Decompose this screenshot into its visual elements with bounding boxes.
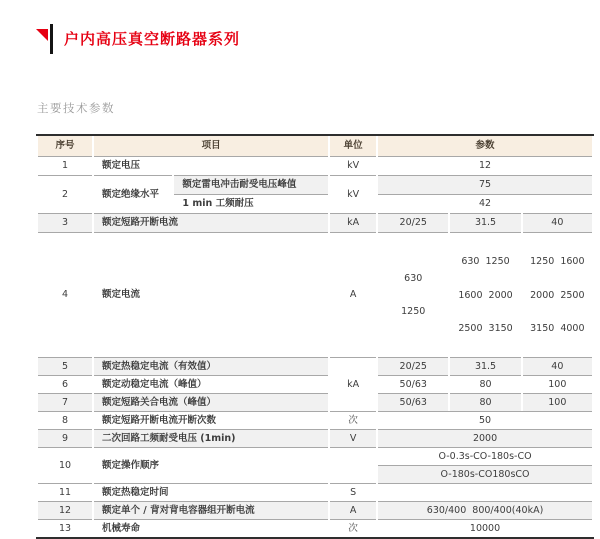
r2-item: 额定绝缘水平 (94, 175, 172, 213)
table-row (38, 519, 592, 537)
r12-no: 12 (38, 501, 92, 519)
r13-param: 10000 (378, 519, 592, 537)
table-row (38, 156, 592, 175)
table-header-row (38, 136, 592, 156)
r3-no: 3 (38, 213, 92, 232)
r9-no: 9 (38, 429, 92, 447)
r6-param-3: 100 (523, 375, 592, 393)
r2-subitem-2: 1 min 工频耐压 (174, 194, 328, 213)
col-header-unit: 单位 (330, 136, 376, 156)
r13-unit: 次 (330, 519, 376, 537)
col-header-item: 项目 (94, 136, 328, 156)
table-row (38, 429, 592, 447)
r10-unit (330, 447, 376, 483)
r4-param-3: 1250 1600 2000 2500 3150 4000 (523, 232, 592, 357)
r11-no: 11 (38, 483, 92, 501)
r6-param-1: 50/63 (378, 375, 448, 393)
r4-unit: A (330, 232, 376, 357)
table-row (38, 501, 592, 519)
r8-item: 额定短路开断电流开断次数 (94, 411, 328, 429)
table-row (38, 447, 592, 465)
r5-param-2: 31.5 (450, 357, 520, 375)
r2-param-1: 75 (378, 175, 592, 194)
black-bar-icon (50, 24, 53, 54)
section-title: 主要技术参数 (37, 101, 115, 115)
red-triangle-icon (36, 29, 48, 41)
r10-no: 10 (38, 447, 92, 483)
r1-param: 12 (378, 156, 592, 175)
r12-unit: A (330, 501, 376, 519)
r12-item: 额定单个 / 背对背电容器组开断电流 (94, 501, 328, 519)
r9-item: 二次回路工频耐受电压 (1min) (94, 429, 328, 447)
r11-unit: S (330, 483, 376, 501)
table-row (38, 357, 592, 375)
r12-param: 630/400 800/400(40kA) (378, 501, 592, 519)
r4-param-2: 630 1250 1600 2000 2500 3150 (450, 232, 520, 357)
r7-item: 额定短路关合电流（峰值） (94, 393, 328, 411)
r9-param: 2000 (378, 429, 592, 447)
r3-unit: kA (330, 213, 376, 232)
page-header (36, 24, 240, 56)
r1-item: 额定电压 (94, 156, 328, 175)
r5-no: 5 (38, 357, 92, 375)
r8-unit: 次 (330, 411, 376, 429)
r4-item: 额定电流 (94, 232, 328, 357)
r11-item: 额定热稳定时间 (94, 483, 328, 501)
r10-param-2: O-180s-CO180sCO (378, 465, 592, 483)
table-row (38, 232, 592, 357)
table-row (38, 175, 592, 194)
r6-param-2: 80 (450, 375, 520, 393)
col-header-no: 序号 (38, 136, 92, 156)
r1-no: 1 (38, 156, 92, 175)
r9-unit: V (330, 429, 376, 447)
r2-subitem-1: 额定雷电冲击耐受电压峰值 (174, 175, 328, 194)
r5-7-unit: kA (330, 357, 376, 411)
r13-no: 13 (38, 519, 92, 537)
r7-param-1: 50/63 (378, 393, 448, 411)
tech-params-table (36, 134, 594, 539)
r7-no: 7 (38, 393, 92, 411)
col-header-param: 参数 (378, 136, 592, 156)
table-row (38, 483, 592, 501)
r5-param-1: 20/25 (378, 357, 448, 375)
r8-param: 50 (378, 411, 592, 429)
r6-no: 6 (38, 375, 92, 393)
r13-item: 机械寿命 (94, 519, 328, 537)
r8-no: 8 (38, 411, 92, 429)
table-row (38, 213, 592, 232)
r6-item: 额定动稳定电流（峰值） (94, 375, 328, 393)
r4-param-1: 630 1250 (378, 232, 448, 357)
r1-unit: kV (330, 156, 376, 175)
page-title: 户内高压真空断路器系列 (64, 30, 241, 48)
title-mark (36, 24, 58, 56)
table-row (38, 393, 592, 411)
r5-item: 额定热稳定电流（有效值） (94, 357, 328, 375)
r3-param-2: 31.5 (450, 213, 520, 232)
r2-no: 2 (38, 175, 92, 213)
r3-param-1: 20/25 (378, 213, 448, 232)
r3-item: 额定短路开断电流 (94, 213, 328, 232)
r10-param-1: O-0.3s-CO-180s-CO (378, 447, 592, 465)
table-row (38, 411, 592, 429)
r5-param-3: 40 (523, 357, 592, 375)
r2-param-2: 42 (378, 194, 592, 213)
r4-no: 4 (38, 232, 92, 357)
r7-param-2: 80 (450, 393, 520, 411)
r10-item: 额定操作顺序 (94, 447, 328, 483)
r7-param-3: 100 (523, 393, 592, 411)
r3-param-3: 40 (523, 213, 592, 232)
r11-param (378, 483, 592, 501)
r2-unit: kV (330, 175, 376, 213)
table-row (38, 375, 592, 393)
